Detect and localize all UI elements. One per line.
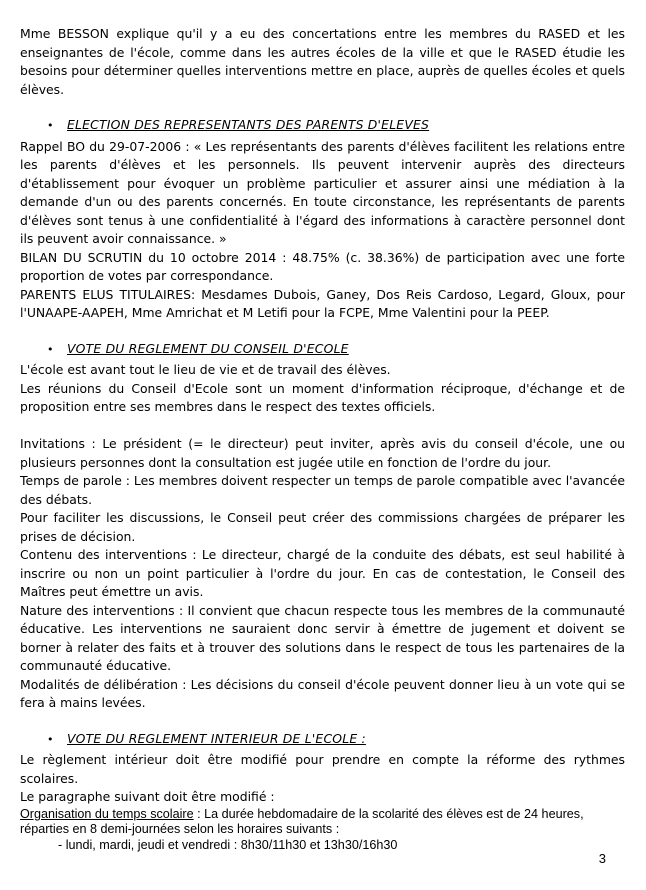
- bullet-icon: •: [47, 732, 54, 746]
- commissions-paragraph: Pour faciliter les discussions, le Conseil peut créer des commissions chargées de préparer les prises de décision.: [20, 510, 625, 544]
- reunions-paragraph: Les réunions du Conseil d'Ecole sont un moment d'information réciproque, d'échange et de proposition entre ses membres dans le respect des textes officiels.: [20, 380, 625, 414]
- reglement-modifie-paragraph: Le règlement intérieur doit être modifié pour prendre en compte la réforme des rythmes scolaires.: [20, 752, 625, 786]
- section-heading-election: [47, 116, 625, 136]
- nature-interventions-paragraph: Nature des interventions : Il convient que chacun respecte tous les membres de la communauté éducative. Les interventions ne sauraient donc servir à émettre de jugement et doivent se borner à relater des faits et à trouver des solutions dans le respect de tous les partenaires de la communauté éducative.: [20, 602, 625, 673]
- rappel-bo-paragraph: Rappel BO du 29-07-2006 : « Les représentants des parents d'élèves facilitent les relations entre les parents d'élèves et les personnels. Ils peuvent intervenir auprès des directeurs d'établissement pour évoquer un problème particulier et assurer ainsi une médiation à la demande d'un ou des parents concernés. En toute circonstance, les représentants de parents d'élèves sont tenus à une confidentialité à l'égard des informations à caractère personnel dont ils peuvent avoir connaissance. »: [20, 138, 625, 246]
- bilan-scrutin-paragraph: BILAN DU SCRUTIN du 10 octobre 2014 : 48.75% (c. 38.36%) de participation avec une forte proportion de votes par correspondance.: [20, 249, 625, 283]
- ecole-lieu-paragraph: L'école est avant tout le lieu de vie et de travail des élèves.: [20, 362, 391, 377]
- invitations-paragraph: Invitations : Le président (= le directeur) peut inviter, après avis du conseil d'école, une ou plusieurs personnes dont la consultation est jugée utile en fonction de l'ordre du jour.: [20, 436, 625, 470]
- bullet-icon: •: [47, 119, 54, 132]
- section-heading-reglement-interieur: [47, 730, 625, 750]
- contenu-interventions-paragraph: Contenu des interventions : Le directeur, chargé de la conduite des débats, est seul habilité à inscrire ou non un point particulier à l'ordre du jour. En cas de contestation, le Conseil des Maîtres peut émettre un avis.: [20, 547, 625, 599]
- intro-paragraph: Mme BESSON explique qu'il y a eu des concertations entre les membres du RASED et les enseignantes de l'école, comme dans les autres écoles de la ville et que le RASED étudie les besoins pour déterminer quelles interventions mettre en place, auprès de quelles écoles et quels élèves.: [20, 26, 625, 97]
- organisation-temps-label: Organisation du temps scolaire: [20, 806, 194, 821]
- section-heading-label: VOTE DU REGLEMENT DU CONSEIL D'ECOLE: [67, 340, 349, 356]
- modalites-deliberation-paragraph: Modalités de délibération : Les décisions du conseil d'école peuvent donner lieu à un vote qui se fera à mains levées.: [20, 676, 625, 710]
- schedule-line: - lundi, mardi, jeudi et vendredi : 8h30/11h30 et 13h30/16h30: [58, 837, 398, 852]
- section-heading-label: ELECTION DES REPRESENTANTS DES PARENTS D'ELEVES: [67, 117, 430, 132]
- organisation-temps-text: : La durée hebdomadaire de la scolarité des élèves est de 24 heures, réparties en 8 demi-journées selon les horaires suivants :: [20, 806, 584, 836]
- organisation-temps-paragraph: [20, 807, 625, 838]
- page-number: 3: [598, 850, 606, 866]
- section-heading-reglement-conseil: [47, 340, 625, 360]
- section-heading-label: VOTE DU REGLEMENT INTERIEUR DE L'ECOLE :: [67, 730, 366, 746]
- bullet-icon: •: [47, 342, 54, 356]
- parents-elus-paragraph: PARENTS ELUS TITULAIRES: Mesdames Dubois, Ganey, Dos Reis Cardoso, Legard, Gloux, pour l'UNAAPE-AAPEH, Mme Amrichat et M Letifi pour la FCPE, Mme Valentini pour la PEEP.: [20, 286, 625, 320]
- temps-parole-paragraph: Temps de parole : Les membres doivent respecter un temps de parole compatible avec l'avancée des débats.: [20, 473, 625, 507]
- paragraphe-modifie-paragraph: Le paragraphe suivant doit être modifié :: [20, 789, 275, 804]
